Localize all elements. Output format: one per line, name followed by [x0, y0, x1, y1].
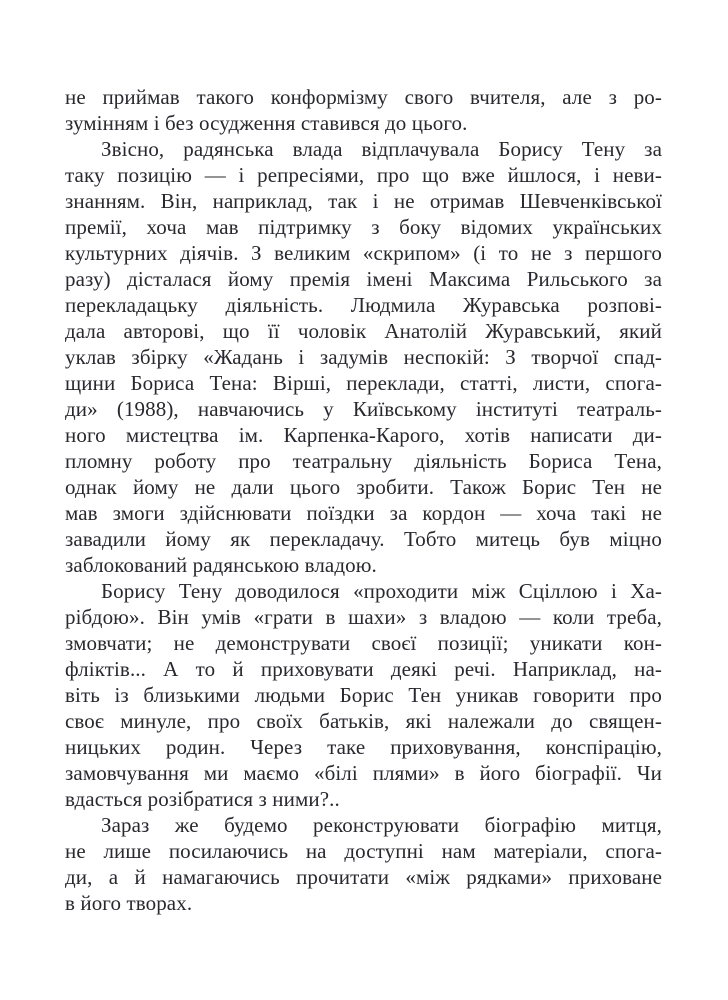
text-line: фліктів... А то й приховувати деякі речі. Наприклад, на-: [65, 657, 662, 681]
text-block: [65, 84, 662, 916]
text-line: не приймав такого конформізму свого вчителя, але з ро-: [65, 85, 662, 109]
text-line: перекладацьку діяльність. Людмила Журавська розпові-: [65, 293, 662, 317]
text-line: мав змоги здійснювати поїздки за кордон — хоча такі не: [65, 501, 662, 525]
text-line: в його творах.: [65, 891, 193, 915]
text-line: премії, хоча мав підтримку з боку відомих українських: [65, 215, 662, 239]
text-line: не лише посилаючись на доступні нам матеріали, спога-: [65, 839, 662, 863]
text-line: змовчати; не демонструвати своєї позиції; уникати кон-: [65, 631, 662, 655]
paragraph: [65, 578, 662, 812]
text-line: дала авторові, що її чоловік Анатолій Журавський, який: [65, 319, 662, 343]
paragraph: [65, 84, 662, 136]
text-line: віть із близькими людьми Борис Тен уникав говорити про: [65, 683, 662, 707]
text-line: рібдою». Він умів «грати в шахи» з владою — коли треба,: [65, 605, 662, 629]
text-line: вдасться розібратися з ними?..: [65, 787, 340, 811]
text-line: Зараз же будемо реконструювати біографію митця,: [101, 813, 662, 837]
text-line: ди, а й намагаючись прочитати «між рядками» приховане: [65, 865, 662, 889]
text-line: уклав збірку «Жадань і задумів неспокій: З творчої спад-: [65, 345, 662, 369]
text-line: замовчування ми маємо «білі плями» в його біографії. Чи: [65, 761, 662, 785]
paragraph: [65, 812, 662, 916]
text-line: однак йому не дали цього зробити. Також Борис Тен не: [65, 475, 662, 499]
text-line: зумінням і без осудження ставився до цього.: [65, 111, 468, 135]
text-line: пломну роботу про театральну діяльність Бориса Тена,: [65, 449, 662, 473]
text-line: завадили йому як перекладачу. Тобто митець був міцно: [65, 527, 662, 551]
text-line: Борису Тену доводилося «проходити між Сціллою і Ха-: [101, 579, 662, 603]
text-line: Звісно, радянська влада відплачувала Борису Тену за: [101, 137, 662, 161]
text-line: таку позицію — і репресіями, про що вже йшлося, і неви-: [65, 163, 662, 187]
text-line: ницьких родин. Через таке приховування, конспірацію,: [65, 735, 662, 759]
text-line: своє минуле, про своїх батьків, які належали до священ-: [65, 709, 662, 733]
text-line: знанням. Він, наприклад, так і не отримав Шевченківської: [65, 189, 662, 213]
text-line: заблокований радянською владою.: [65, 553, 377, 577]
paragraph: [65, 136, 662, 578]
text-line: культурних діячів. З великим «скрипом» (і то не з першого: [65, 241, 662, 265]
text-line: щини Бориса Тена: Вірші, переклади, статті, листи, спога-: [65, 371, 662, 395]
text-line: ди» (1988), навчаючись у Київському інституті театраль-: [65, 397, 662, 421]
text-line: ного мистецтва ім. Карпенка-Карого, хотів написати ди-: [65, 423, 662, 447]
text-line: разу) дісталася йому премія імені Максима Рильського за: [65, 267, 662, 291]
